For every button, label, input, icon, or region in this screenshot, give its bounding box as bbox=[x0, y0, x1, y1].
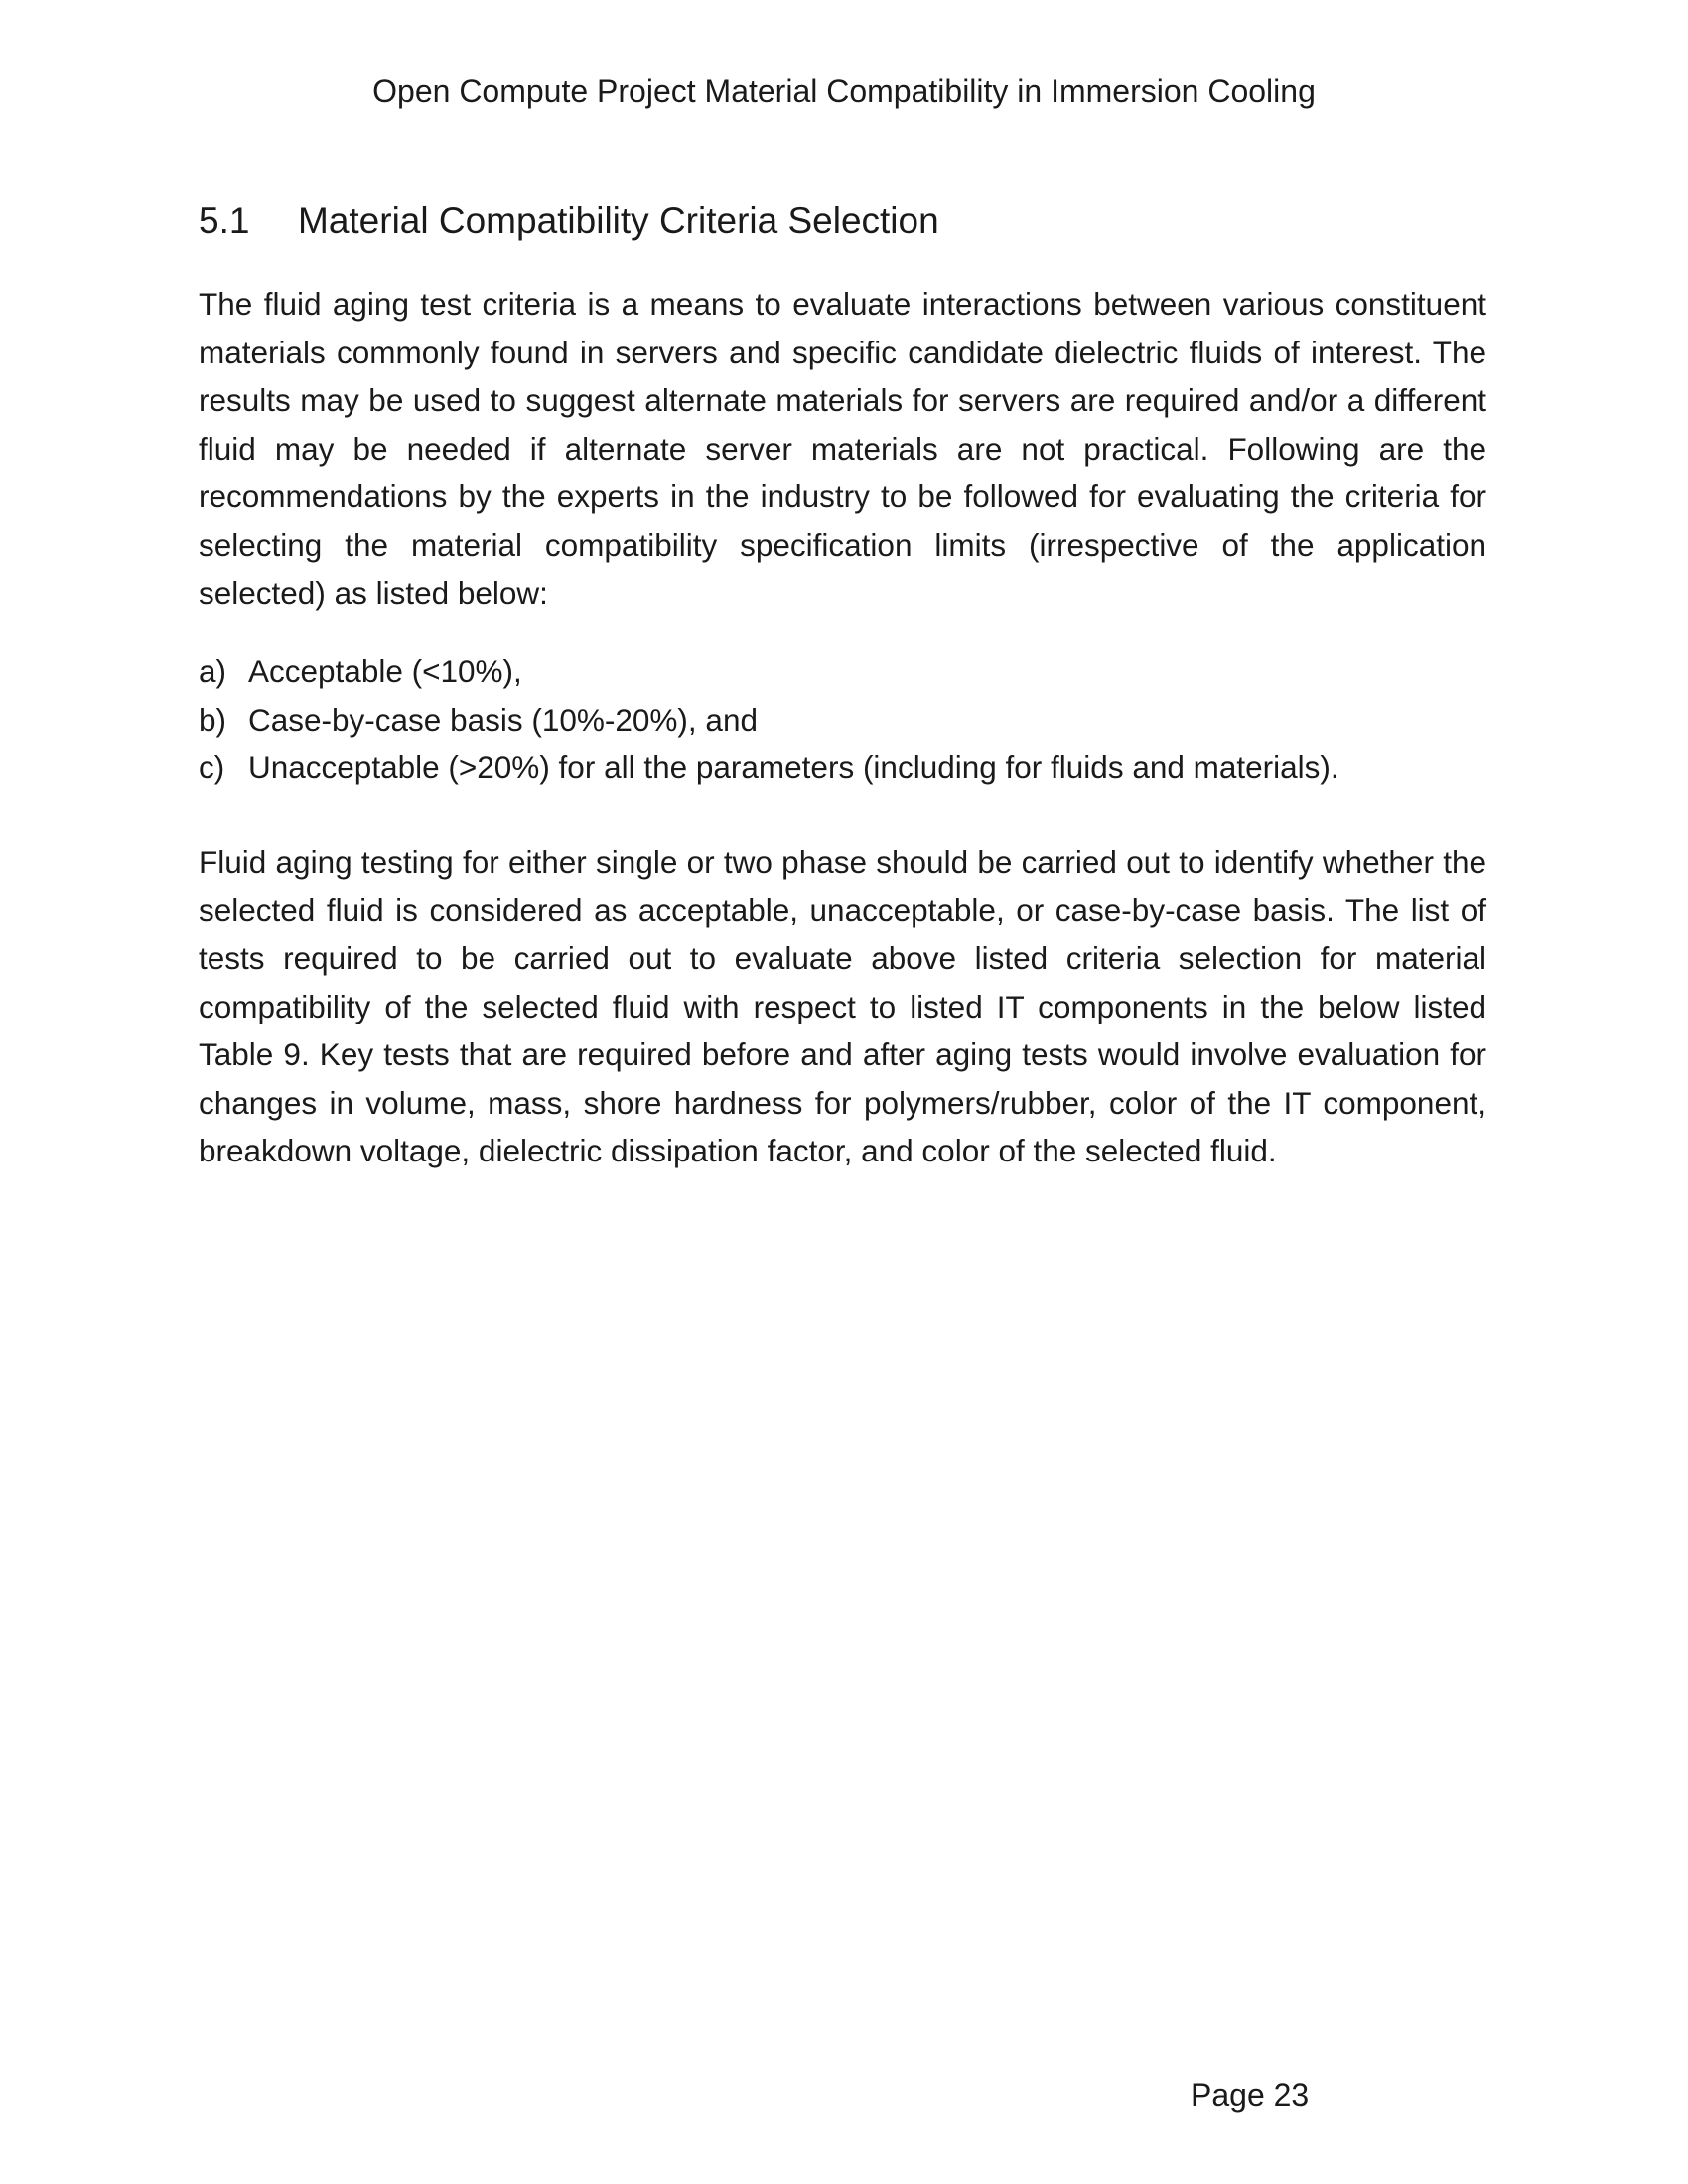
body-paragraph-2: Fluid aging testing for either single or two phase should be carried out to identify whether the selected fluid is considered as acceptable, unacceptable, or case-by-case basis. The list of tests required to be carried out to evaluate above listed criteria selection for material compatibility of the selected fluid with respect to listed IT components in the below listed Table 9. Key tests that are required before and after aging tests would involve evaluation for changes in volume, mass, shore hardness for polymers/rubber, color of the IT component, breakdown voltage, dielectric dissipation factor, and color of the selected fluid. bbox=[199, 844, 1486, 1168]
page-number: Page 23 bbox=[1191, 2077, 1310, 2113]
body-paragraph-1: The fluid aging test criteria is a means to evaluate interactions between various constituent materials commonly found in servers and specific candidate dielectric fluids of interest. The results may be used to suggest alternate materials for servers are required and/or a different fluid may be needed if alternate server materials are not practical. Following are the recommendations by the experts in the industry to be followed for evaluating the criteria for selecting the material compatibility specification limits (irrespective of the application selected) as listed below: bbox=[199, 286, 1486, 611]
list-item-text: Acceptable (<10%), bbox=[248, 653, 522, 689]
list-item bbox=[199, 744, 1486, 792]
section-title: Material Compatibility Criteria Selection bbox=[298, 201, 939, 241]
section-heading bbox=[199, 195, 939, 248]
list-marker: b) bbox=[199, 701, 227, 738]
list-item bbox=[199, 647, 1486, 696]
list-item-text: Case-by-case basis (10%-20%), and bbox=[248, 701, 758, 738]
section-number: 5.1 bbox=[199, 201, 250, 241]
list-item-text: Unacceptable (>20%) for all the parameters (including for fluids and materials). bbox=[248, 750, 1339, 785]
criteria-list bbox=[199, 647, 1486, 792]
running-header: Open Compute Project Material Compatibility in Immersion Cooling bbox=[372, 73, 1316, 109]
list-marker: a) bbox=[199, 653, 227, 689]
list-marker: c) bbox=[199, 750, 225, 785]
list-item bbox=[199, 696, 1486, 745]
